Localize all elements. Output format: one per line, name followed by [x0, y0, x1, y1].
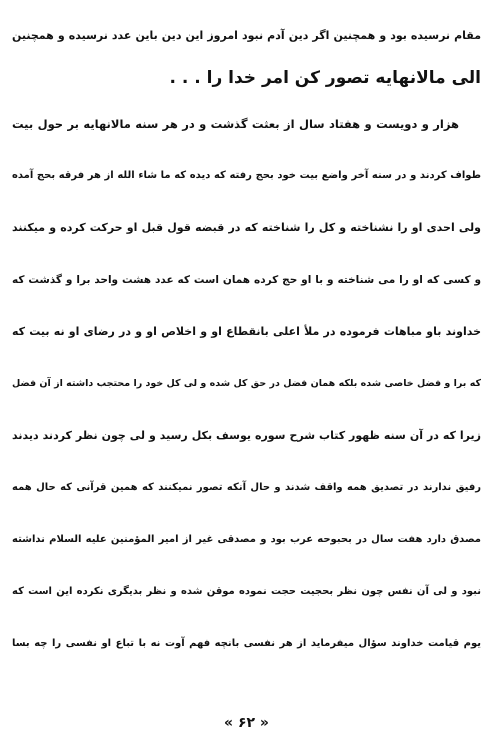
page-number: « ۶۲ »: [224, 715, 269, 731]
text-line: مقام نرسیده بود و همچنین اگر دین آدم نبود امروز این دین باین عدد نرسیده و همچنین: [12, 29, 481, 42]
text-line: هزار و دویست و هفتاد سال از بعثت گذشت و در هر سنه مالانهایه بر حول بیت: [12, 117, 459, 131]
text-line: که برا و فضل خاصی شده بلکه همان فضل در حق کل شده و لی کل خود را محتجب داشته از آن فضل: [12, 378, 481, 389]
body-text: [12, 14, 481, 670]
text-line: نبود و لی آن نفس چون نظر بحجیت حجت نموده موقن شده و نظر بدیگری نکرده این است که: [12, 586, 481, 597]
text-line: مصدق دارد هفت سال در بحبوحه عرب بود و مصدقی غیر از امیر المؤمنین علیه السلام نداشته: [12, 534, 481, 545]
text-line: الی مالانهایه تصور کن امر خدا را . . .: [169, 68, 481, 88]
text-line: خداوند باو مباهات فرموده در ملأ اعلی بانقطاع او و اخلاص او و در رضای او نه بیت که: [12, 325, 481, 338]
text-line: ولی احدی او را نشناخته و کل را شناخته که در قبضه قول قبل او حرکت کرده و میکنند: [12, 221, 481, 234]
text-line: طواف کردند و در سنه آخر واضع بیت خود بحج رفته که دیده که ما شاء الله از هر فرقه بحج آمده: [12, 170, 481, 181]
text-line: یوم قیامت خداوند سؤال میفرماید از هر نفسی بانچه فهم آوت نه با تباع او نفسی را چه بسا: [12, 638, 481, 649]
text-line: زیرا که در آن سنه ظهور کتاب شرح سوره یوسف بکل رسید و لی چون نظر کردند دیدند: [12, 429, 481, 442]
text-line: رفیق ندارند در تصدیق همه واقف شدند و حال آنکه تصور نمیکنند که همین قرآنی که حال همه: [12, 482, 481, 493]
text-line: و کسی که او را می شناخته و با او حج کرده همان است که عدد هشت واحد برا و گذشت که: [12, 274, 481, 286]
